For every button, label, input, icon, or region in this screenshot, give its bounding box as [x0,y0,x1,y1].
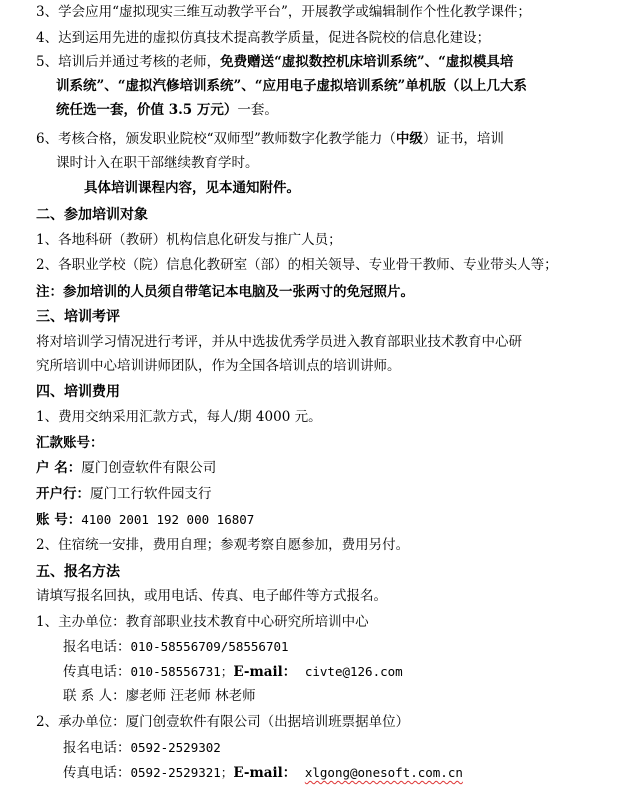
organizer-2: 2、承办单位：厦门创壹软件有限公司（出据培训班票据单位） [36,714,410,730]
section-2-heading: 二、参加培训对象 [36,207,148,223]
evaluation-text: 将对培训学习情况进行考评，并从中选拔优秀学员进入教育部职业技术教育中心研 [36,334,522,350]
organizer-2-fax-email: 传真电话：0592-2529321；E-mail： xlgong@onesoft.com.cn [63,765,463,781]
item-5-gift: 5、培训后并通过考核的老师，免费赠送“虚拟数控机床培训系统”、“虚拟模具培 [36,54,514,70]
audience-2: 2、各职业学校（院）信息化教研室（部）的相关领导、专业骨干教师、专业带头人等； [36,257,558,273]
item-5-gift-cont: 训系统”、“虚拟汽修培训系统”、“应用电子虚拟培训系统”单机版（以上几大系 [56,78,527,94]
audience-1: 1、各地科研（教研）机构信息化研发与推广人员； [36,232,342,248]
attendee-note: 注：参加培训的人员须自带笔记本电脑及一张两寸的免冠照片。 [36,284,414,300]
item-4-quality: 4、达到运用先进的虚拟仿真技术提高教学质量，促进各院校的信息化建设； [36,30,491,46]
remit-account-label: 汇款账号： [36,435,104,451]
organizer-1-phone: 报名电话：010-58556709/58556701 [63,639,289,655]
organizer-2-phone: 报名电话：0592-2529302 [63,740,221,756]
organizer-2-email-link[interactable]: xlgong@onesoft.com.cn [304,765,463,780]
fee-2: 2、住宿统一安排，费用自理；参观考察自愿参加，费用另付。 [36,537,410,553]
account-bank-row: 开户行：厦门工行软件园支行 [36,486,212,502]
item-6-certificate-cont: 课时计入在职干部继续教育学时。 [56,155,259,171]
organizer-1-email-link[interactable]: civte@126.com [304,664,403,679]
fee-1: 1、费用交纳采用汇款方式，每人/期 4000 元。 [36,409,322,425]
section-4-heading: 四、培训费用 [36,384,120,400]
course-note: 具体培训课程内容，见本通知附件。 [84,180,300,196]
organizer-1: 1、主办单位：教育部职业技术教育中心研究所培训中心 [36,614,369,630]
account-number-row: 账 号：4100 2001 192 000 16807 [36,512,255,528]
organizer-1-fax-email: 传真电话：010-58556731；E-mail： civte@126.com [63,664,403,680]
item-3-platform: 3、学会应用“虚拟现实三维互动教学平台”，开展教学或编辑制作个性化教学课件； [36,4,531,20]
account-name-row: 户 名：厦门创壹软件有限公司 [36,460,217,476]
section-5-heading: 五、报名方法 [36,564,120,580]
item-5-gift-value: 统任选一套，价值 3.5 万元）一套。 [56,102,278,118]
evaluation-text-cont: 究所培训中心培训讲师团队，作为全国各培训点的培训讲师。 [36,358,401,374]
registration-intro: 请填写报名回执，或用电话、传真、电子邮件等方式报名。 [36,588,387,604]
organizer-1-contacts: 联 系 人：廖老师 汪老师 林老师 [63,688,256,704]
item-6-certificate: 6、考核合格，颁发职业院校“双师型”教师数字化教学能力（中级）证书，培训 [36,131,504,147]
section-3-heading: 三、培训考评 [36,309,120,325]
